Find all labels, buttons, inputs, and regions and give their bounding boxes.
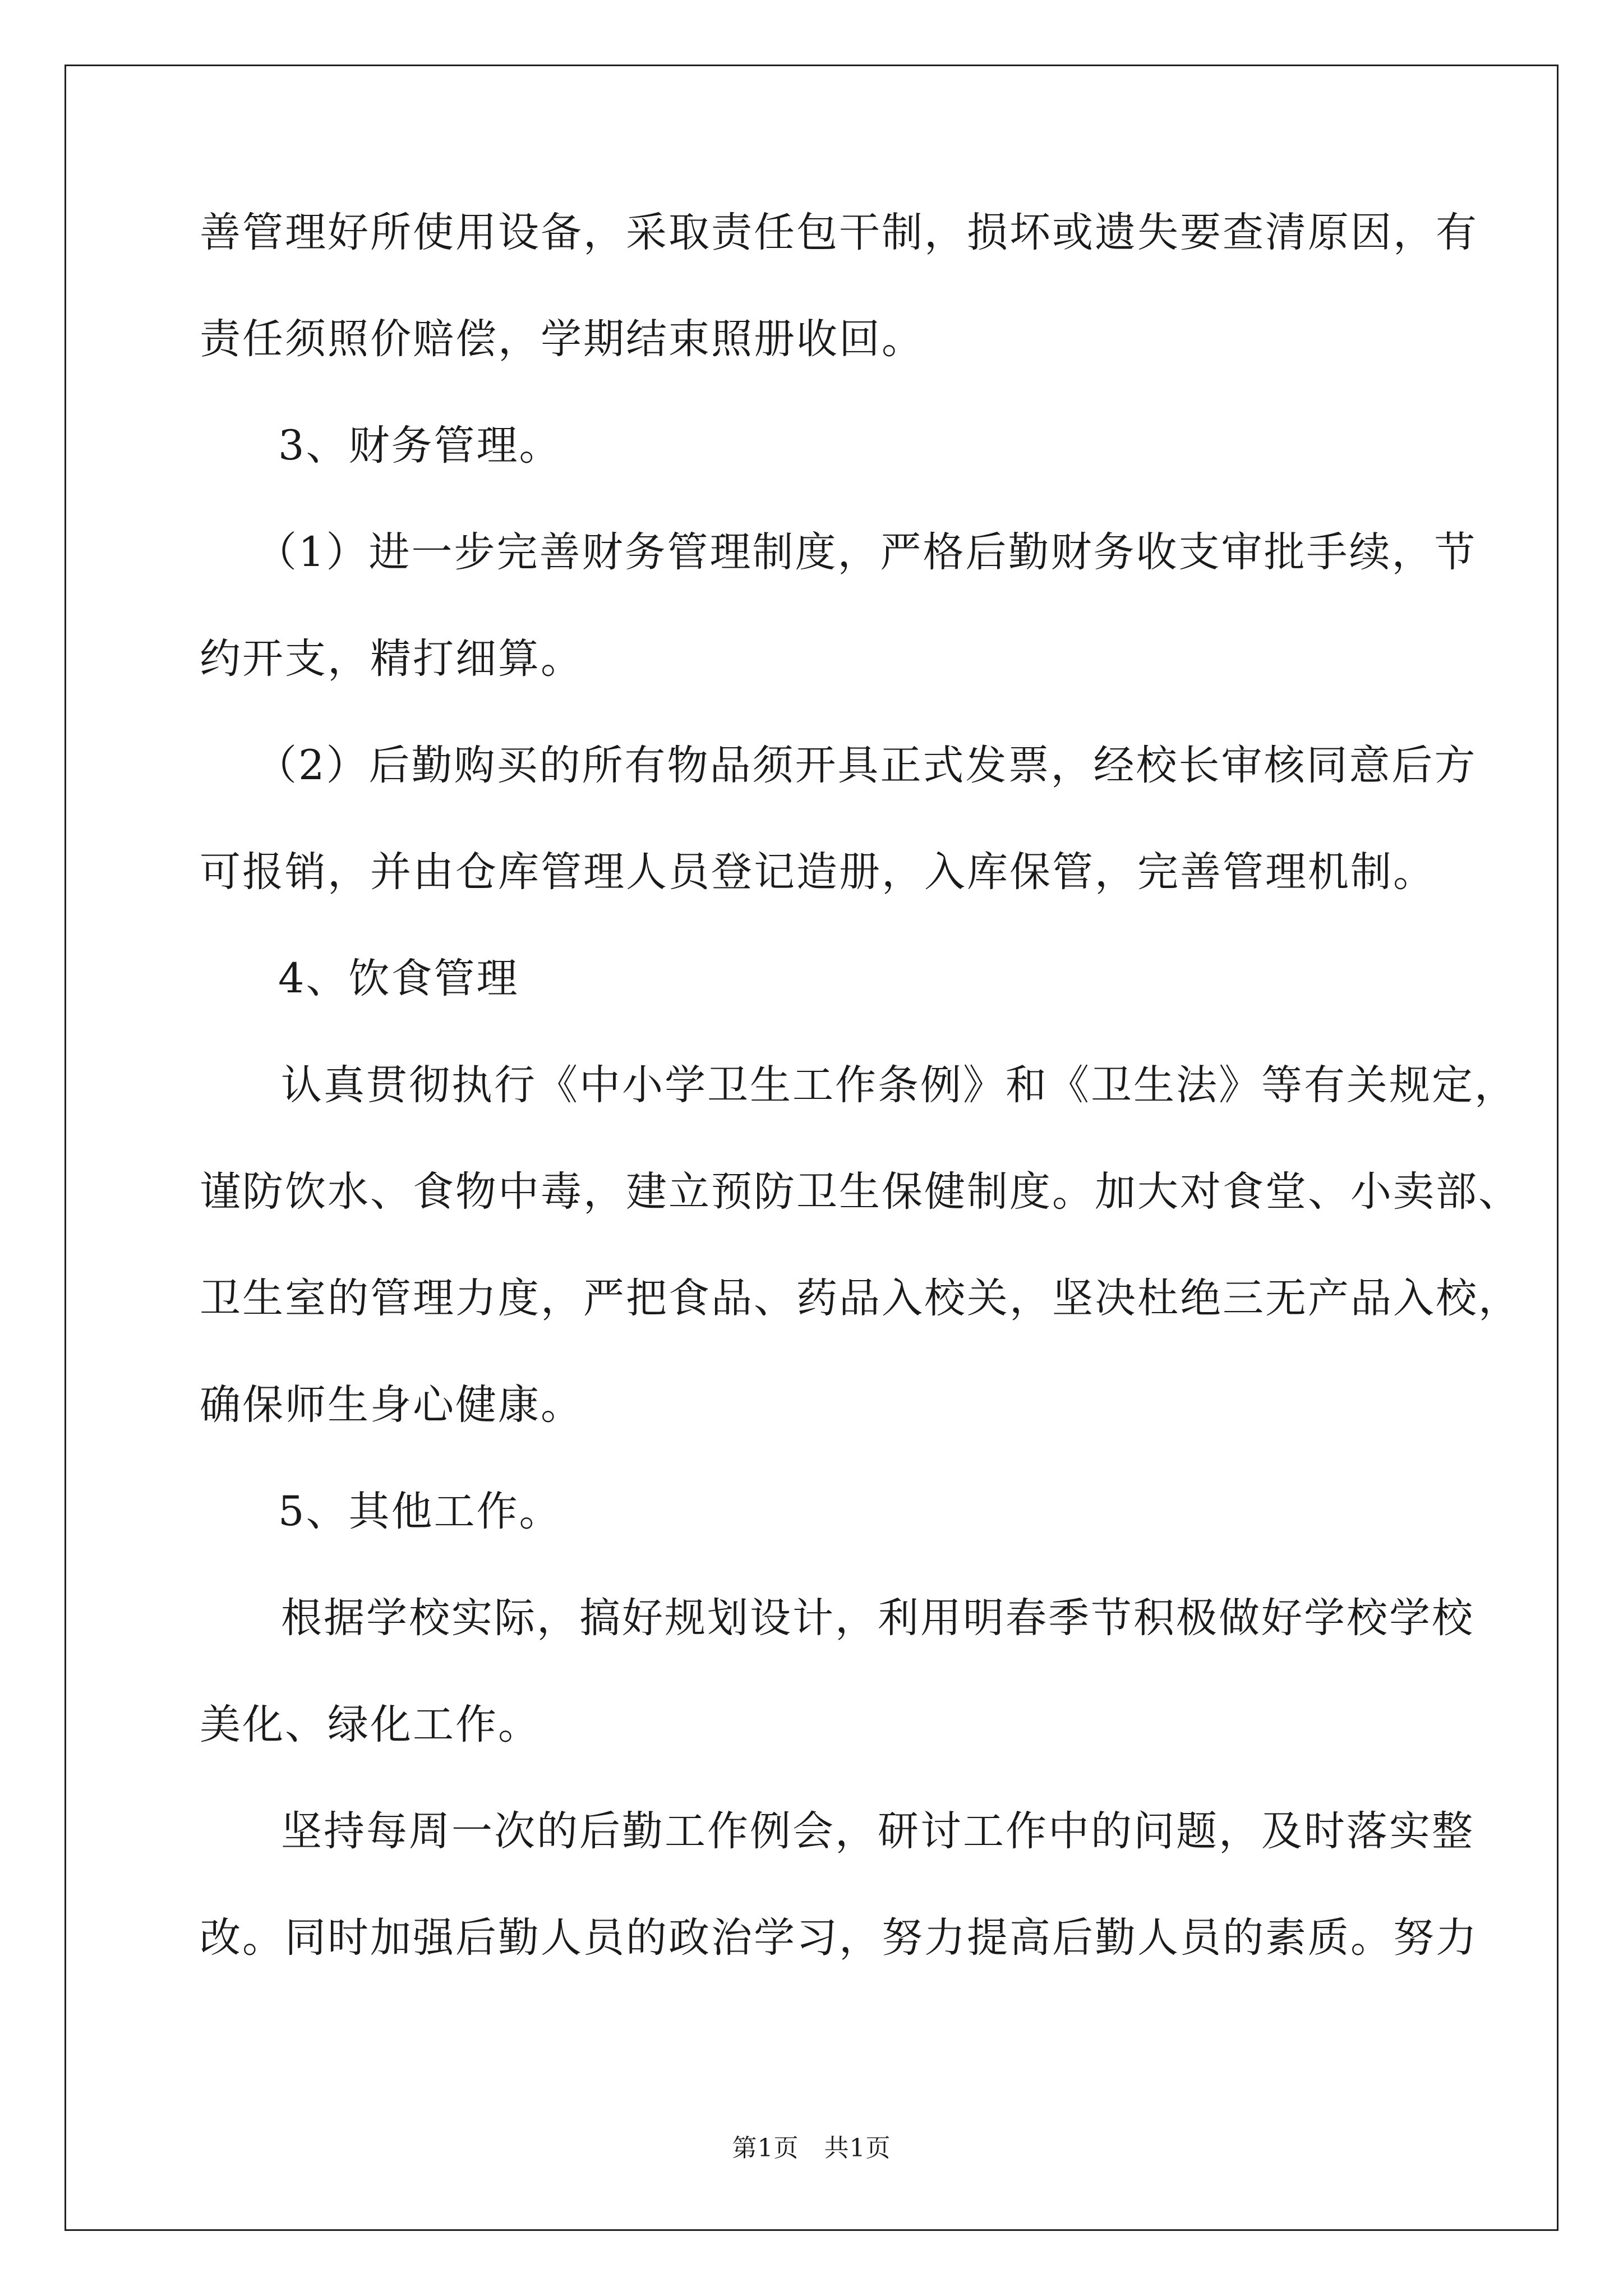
- text-line-2: 责任须照价赔偿，学期结束照册收回。: [200, 315, 924, 363]
- text-line-1: 善管理好所使用设备，采取责任包干制，损坏或遗失要查清原因，有: [200, 209, 1478, 256]
- section-heading-3: 3、财务管理。: [278, 422, 562, 470]
- text-line-10: 谨防饮水、食物中毒，建立预防卫生保健制度。加大对食堂、小卖部、: [200, 1168, 1521, 1216]
- text-line-16: 坚持每周一次的后勤工作例会，研讨工作中的问题，及时落实整: [281, 1807, 1474, 1855]
- section-heading-4: 4、饮食管理: [278, 955, 519, 1002]
- text-line-9: 认真贯彻执行《中小学卫生工作条例》和《卫生法》等有关规定，: [281, 1061, 1517, 1109]
- text-line-5: 约开支，精打细算。: [200, 635, 583, 683]
- text-line-14: 根据学校实际，搞好规划设计，利用明春季节积极做好学校学校: [281, 1594, 1474, 1642]
- page-total: 共1页: [824, 2134, 891, 2162]
- text-line-17: 改。同时加强后勤人员的政治学习，努力提高后勤人员的素质。努力: [200, 1914, 1478, 1962]
- text-line-12: 确保师生身心健康。: [200, 1381, 583, 1429]
- text-line-11: 卫生室的管理力度，严把食品、药品入校关，坚决杜绝三无产品入校，: [200, 1274, 1521, 1322]
- text-line-15: 美化、绿化工作。: [200, 1701, 541, 1749]
- text-line-7: 可报销，并由仓库管理人员登记造册，入库保管，完善管理机制。: [200, 848, 1436, 896]
- page-border: [64, 65, 1559, 2231]
- page-footer: [0, 2132, 1623, 2165]
- page-number: 第1页: [732, 2134, 799, 2162]
- text-line-4: （1）进一步完善财务管理制度，严格后勤财务收支审批手续，节: [256, 528, 1477, 576]
- section-heading-5: 5、其他工作。: [278, 1488, 562, 1535]
- text-line-6: （2）后勤购买的所有物品须开具正式发票，经校长审核同意后方: [256, 742, 1477, 789]
